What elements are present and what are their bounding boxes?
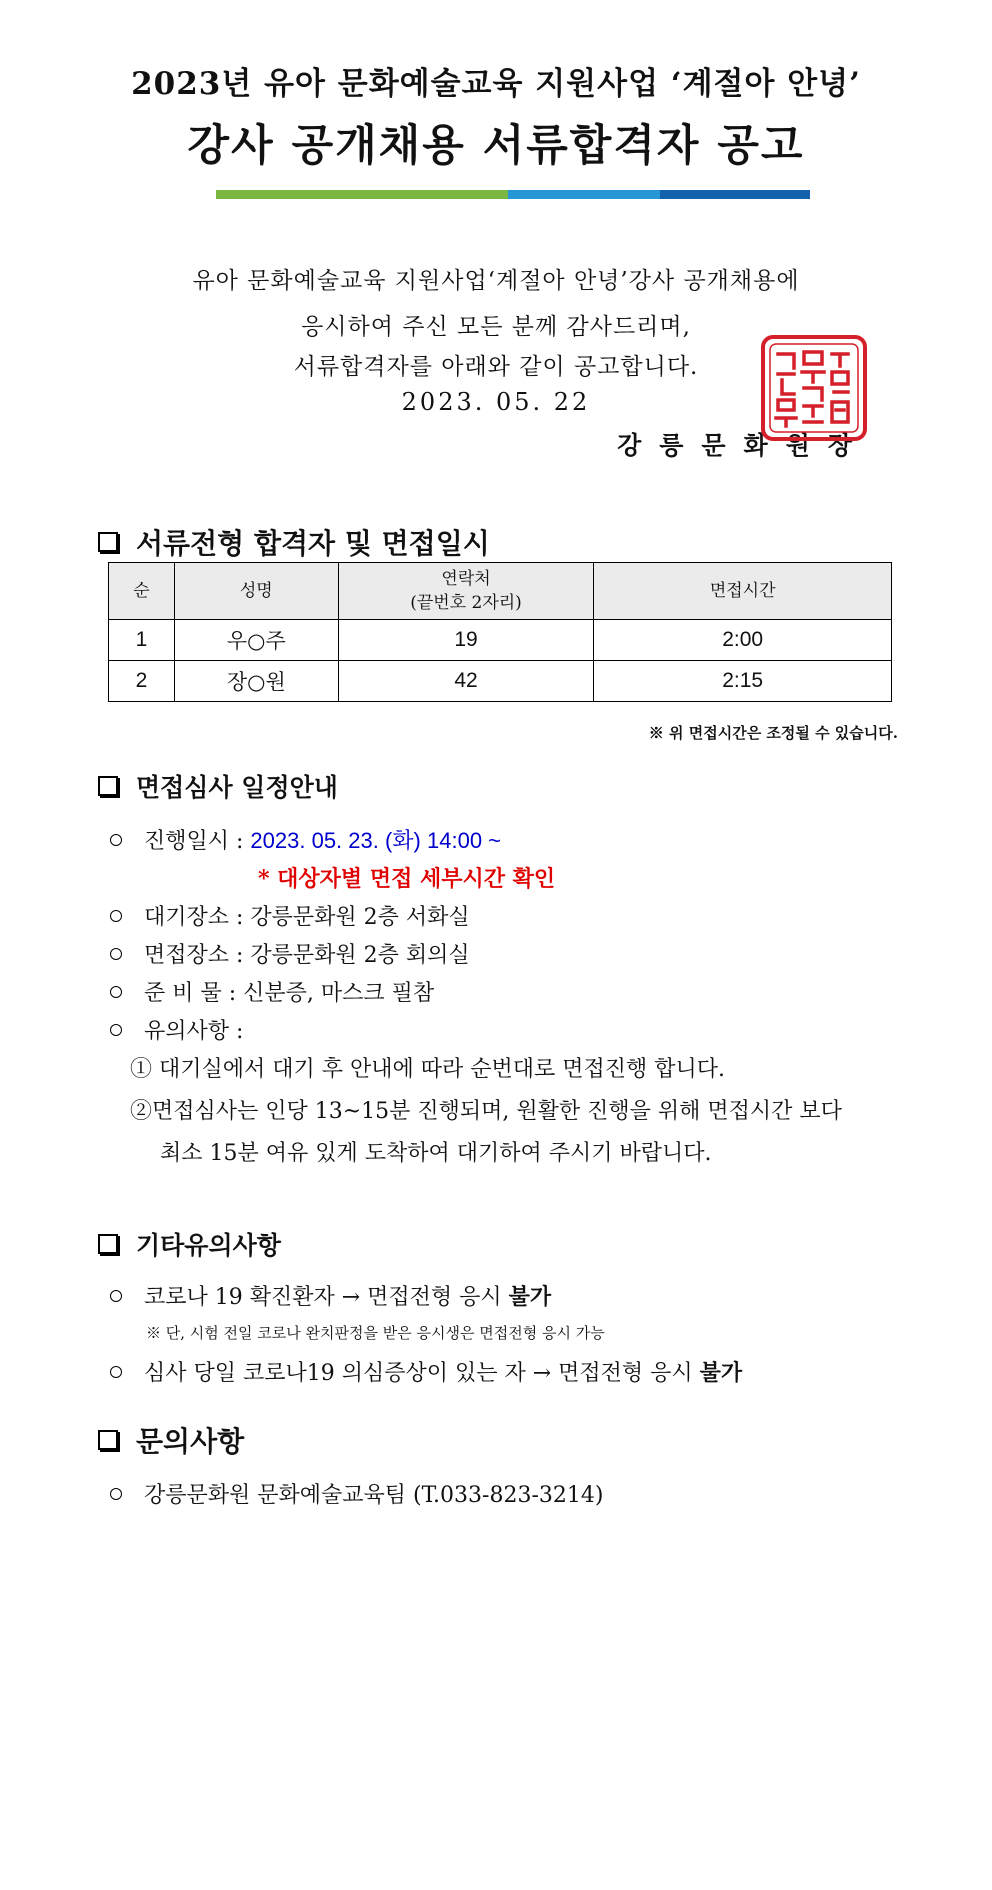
row-no: 1 bbox=[109, 620, 175, 661]
header-contact-line2: (끝번호 2자리) bbox=[410, 593, 522, 613]
official-seal bbox=[760, 334, 868, 442]
row-contact: 19 bbox=[338, 620, 594, 661]
bar-dark-blue bbox=[660, 190, 810, 199]
section4-title: 문의사항 bbox=[136, 1425, 245, 1458]
header-contact-line1: 연락처 bbox=[441, 569, 491, 589]
intro-line3: 서류합격자를 아래와 같이 공고합니다. bbox=[293, 354, 699, 380]
covid-line-2-text: 심사 당일 코로나19 의심증상이 있는 자 → 면접전형 응시 bbox=[144, 1361, 700, 1386]
checkbox-square-icon bbox=[98, 1430, 118, 1450]
circle-bullet-icon bbox=[110, 986, 122, 998]
header-no: 순 bbox=[109, 563, 175, 620]
applicant-table bbox=[108, 562, 892, 702]
contact-text: 강릉문화원 문화예술교육팀 (T.033-823-3214) bbox=[144, 1483, 604, 1508]
header-name: 성명 bbox=[174, 563, 338, 620]
row-time: 2:00 bbox=[594, 620, 892, 661]
row-name: 장○원 bbox=[174, 661, 338, 702]
interview-place-value: 강릉문화원 2층 회의실 bbox=[250, 943, 470, 968]
circle-bullet-icon bbox=[110, 948, 122, 960]
contact-line bbox=[110, 1478, 603, 1509]
section4-heading bbox=[98, 1420, 244, 1460]
table-row bbox=[109, 620, 892, 661]
circle-bullet-icon bbox=[110, 1366, 122, 1378]
schedule-date-note: * 대상자별 면접 세부시간 확인 bbox=[258, 866, 556, 892]
section1-heading bbox=[98, 522, 490, 562]
signer: 강릉문화원장 bbox=[617, 431, 870, 460]
row-no: 2 bbox=[109, 661, 175, 702]
section3-heading bbox=[98, 1226, 281, 1262]
caution-item-2-cont: 최소 15분 여유 있게 도착하여 대기하여 주시기 바랍니다. bbox=[160, 1141, 712, 1166]
caution-label: 유의사항 : bbox=[144, 1019, 244, 1044]
covid-line-2 bbox=[110, 1356, 742, 1387]
bar-light-blue bbox=[508, 190, 660, 199]
intro-line2: 응시하여 주신 모든 분께 감사드리며, bbox=[301, 314, 691, 340]
caution-item-2: ②면접심사는 인당 13~15분 진행되며, 원활한 진행을 위해 면접시간 보다 bbox=[130, 1099, 842, 1124]
items-value: 신분증, 마스크 필참 bbox=[243, 981, 435, 1006]
covid-line-1-bold: 불가 bbox=[508, 1284, 552, 1310]
covid-line-1-text: 코로나 19 확진환자 → 면접전형 응시 bbox=[144, 1285, 509, 1310]
caution-line bbox=[110, 1014, 243, 1045]
caution-item-1: ① 대기실에서 대기 후 안내에 따라 순번대로 면접진행 합니다. bbox=[130, 1057, 725, 1082]
checkbox-square-icon bbox=[98, 776, 118, 796]
schedule-date-value: 2023. 05. 23. (화) 14:00 ~ bbox=[250, 828, 502, 853]
wait-place-label: 대기장소 : bbox=[144, 905, 244, 930]
circle-bullet-icon bbox=[110, 834, 122, 846]
covid-line-1 bbox=[110, 1280, 551, 1311]
checkbox-square-icon bbox=[98, 1234, 118, 1254]
circle-bullet-icon bbox=[110, 910, 122, 922]
title-line1: 2023년 유아 문화예술교육 지원사업 ‘계절아 안녕’ bbox=[131, 66, 861, 102]
table-note: ※ 위 면접시간은 조정될 수 있습니다. bbox=[648, 724, 898, 742]
announcement-date: 2023. 05. 22 bbox=[401, 388, 591, 416]
circle-bullet-icon bbox=[110, 1024, 122, 1036]
wait-place-value: 강릉문화원 2층 서화실 bbox=[250, 905, 470, 930]
page-title: 강사 공개채용 서류합격자 공고 bbox=[187, 121, 805, 171]
row-time: 2:15 bbox=[594, 661, 892, 702]
items-label: 준 비 물 : bbox=[144, 981, 237, 1006]
row-name: 우○주 bbox=[174, 620, 338, 661]
section1-title: 서류전형 합격자 및 면접일시 bbox=[136, 527, 490, 560]
interview-place-label: 면접장소 : bbox=[144, 943, 244, 968]
checkbox-square-icon bbox=[98, 532, 118, 552]
circle-bullet-icon bbox=[110, 1290, 122, 1302]
covid-note: ※ 단, 시험 전일 코로나 완치판정을 받은 응시생은 면접전형 응시 가능 bbox=[146, 1324, 605, 1342]
section2-heading bbox=[98, 768, 338, 804]
section3-title: 기타유의사항 bbox=[136, 1231, 281, 1260]
schedule-date-line bbox=[110, 824, 501, 855]
items-line bbox=[110, 976, 434, 1007]
bar-green bbox=[216, 190, 508, 199]
section2-title: 면접심사 일정안내 bbox=[136, 773, 338, 802]
covid-line-2-bold: 불가 bbox=[699, 1360, 743, 1386]
intro-line1: 유아 문화예술교육 지원사업‘계절아 안녕’강사 공개채용에 bbox=[192, 268, 800, 294]
header-time: 면접시간 bbox=[594, 563, 892, 620]
wait-place-line bbox=[110, 900, 470, 931]
schedule-date-label: 진행일시 : bbox=[144, 829, 244, 854]
interview-place-line bbox=[110, 938, 470, 969]
circle-bullet-icon bbox=[110, 1488, 122, 1500]
table-row bbox=[109, 661, 892, 702]
row-contact: 42 bbox=[338, 661, 594, 702]
header-contact bbox=[338, 563, 594, 620]
table-header-row bbox=[109, 563, 892, 620]
